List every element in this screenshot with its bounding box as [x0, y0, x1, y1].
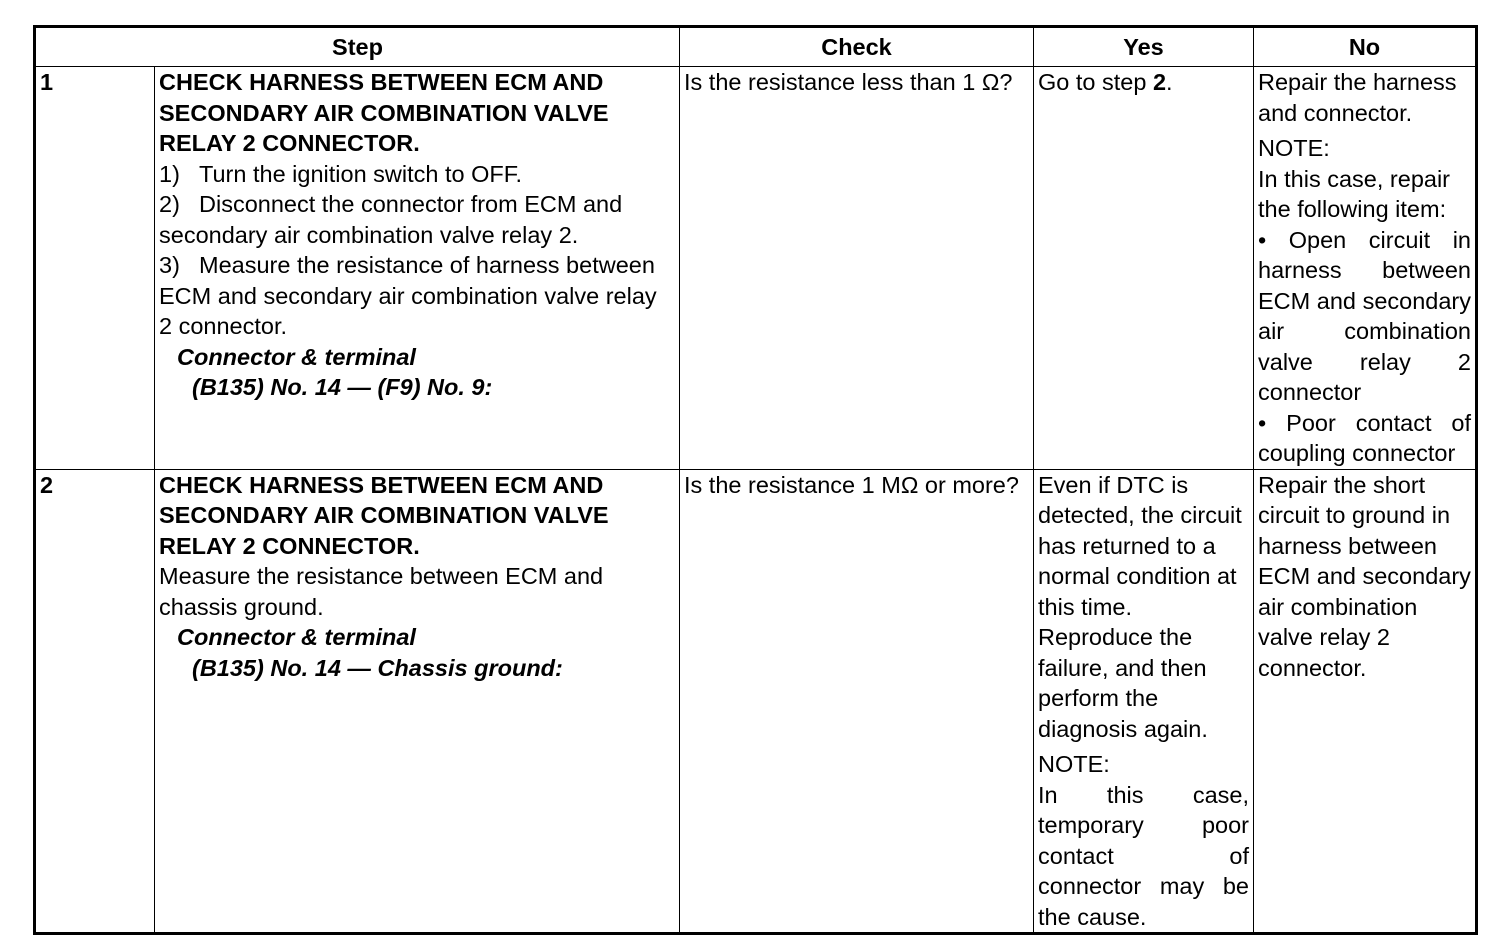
check-question: Is the resistance 1 MΩ or more?: [680, 469, 1034, 934]
step-item: 2) Disconnect the connector from ECM and secondary air combination valve relay 2.: [159, 191, 623, 248]
yes-action: Go to step 2.: [1034, 67, 1254, 470]
step-title: CHECK HARNESS BETWEEN ECM AND SECONDARY AIR COMBINATION VALVE RELAY 2 CONNECTOR.: [159, 471, 609, 559]
connector-label: Connector & terminal: [177, 343, 416, 370]
header-row: [35, 27, 1477, 67]
note-label: NOTE:: [1258, 135, 1330, 161]
header-no: No: [1254, 27, 1477, 67]
no-text: Repair the harness and connector.: [1258, 69, 1457, 126]
step-number: 1: [35, 67, 155, 470]
step-body: Measure the resistance between ECM and chassis ground.: [159, 563, 604, 620]
note-label: NOTE:: [1038, 751, 1110, 777]
diagnostic-table: [33, 25, 1478, 935]
connector-value: (B135) No. 14 — (F9) No. 9:: [192, 374, 493, 400]
table-row: [35, 469, 1477, 934]
header-check: Check: [680, 27, 1034, 67]
table-row: [35, 67, 1477, 470]
header-step: Step: [35, 27, 680, 67]
no-action: [1254, 67, 1477, 470]
connector-value: (B135) No. 14 — Chassis ground:: [192, 654, 563, 681]
bullet-item: • Open circuit in harness between ECM and secondary air combination valve relay 2 connector: [1258, 226, 1471, 405]
step-item: 1) Turn the ignition switch to OFF.: [159, 160, 523, 187]
bullet-item: • Poor contact of coupling connector: [1258, 409, 1471, 466]
check-question: Is the resistance less than 1 Ω?: [680, 67, 1034, 470]
no-action: Repair the short circuit to ground in harness between ECM and secondary air combination valve relay 2 connector.: [1254, 469, 1477, 934]
connector-label: Connector & terminal: [177, 624, 416, 650]
step-title: CHECK HARNESS BETWEEN ECM AND SECONDARY AIR COMBINATION VALVE RELAY 2 CONNECTOR.: [159, 69, 609, 156]
step-description: [155, 67, 680, 470]
header-yes: Yes: [1034, 27, 1254, 67]
step-description: [155, 469, 680, 934]
yes-text: Even if DTC is detected, the circuit has returned to a normal condition at this time. Reproduce the failure, and then perform the diagnosis again.: [1038, 471, 1242, 742]
step-item: 3) Measure the resistance of harness between ECM and secondary air combination valve relay 2 connector.: [159, 252, 657, 339]
note-text: In this case, temporary poor contact of connector may be the cause.: [1038, 781, 1249, 930]
step-reference: 2: [1152, 69, 1167, 95]
note-text: In this case, repair the following item:: [1258, 165, 1451, 222]
yes-action: [1034, 469, 1254, 934]
step-number: 2: [35, 469, 155, 934]
